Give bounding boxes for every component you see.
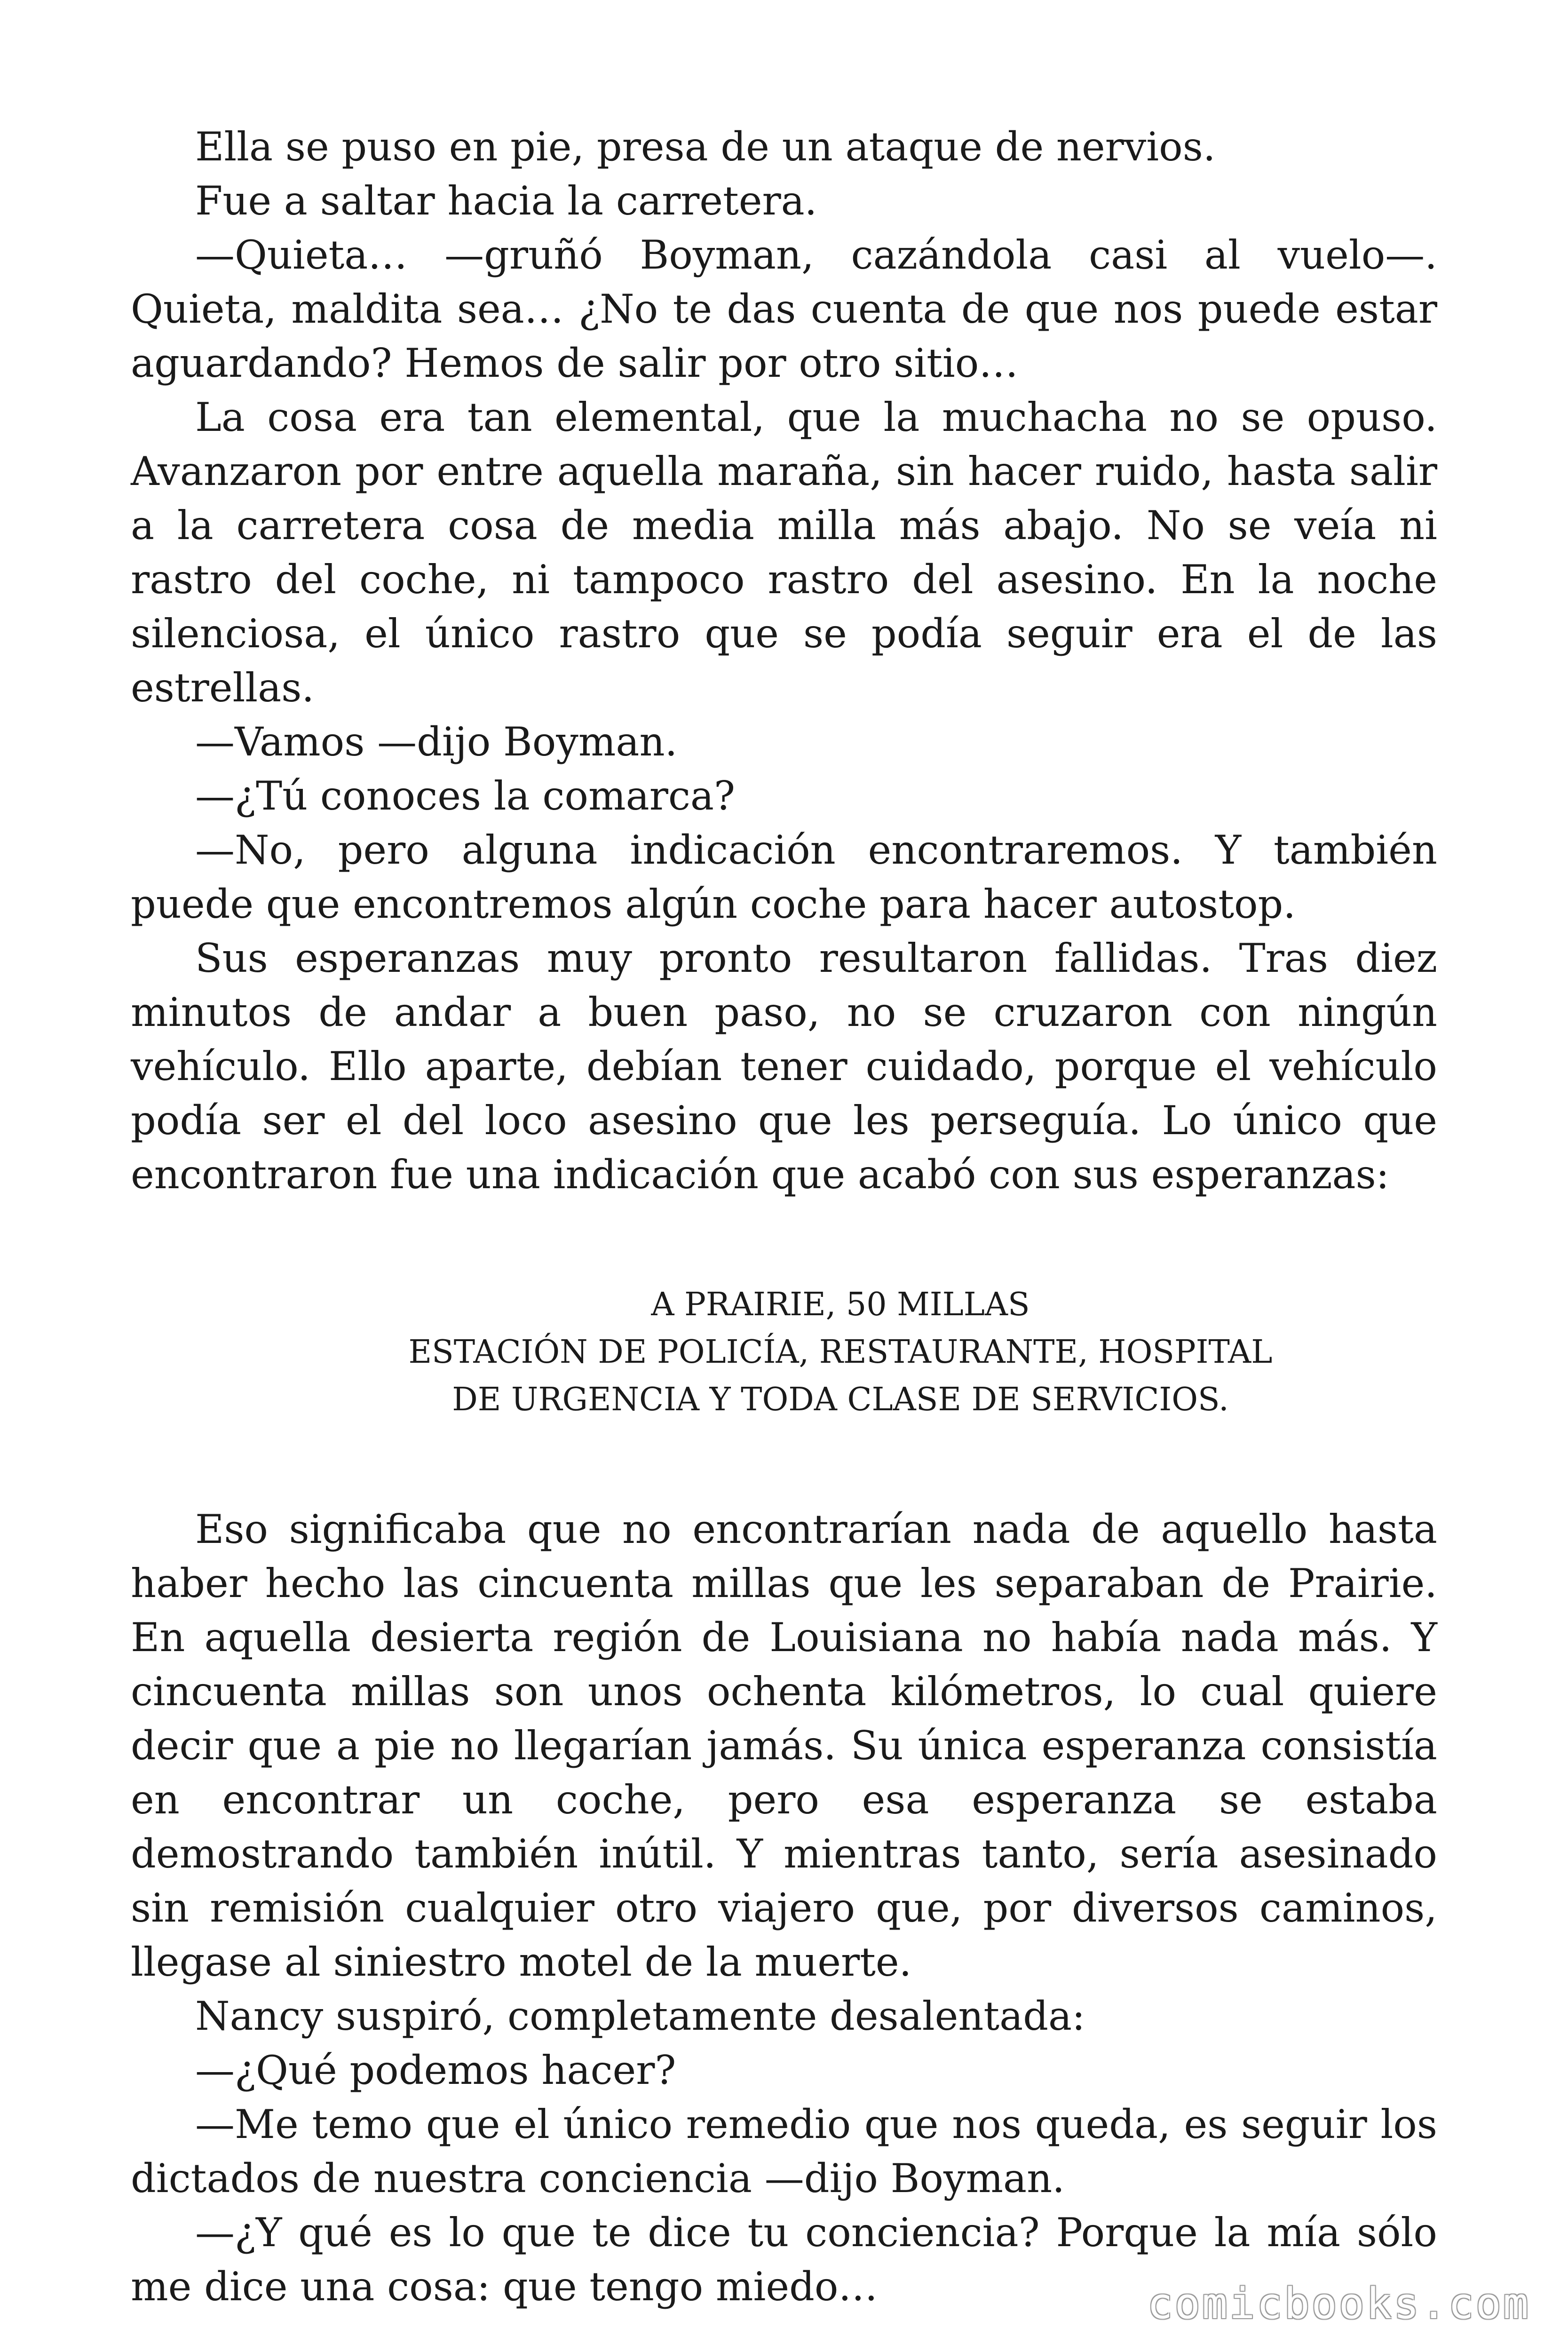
paragraph: Ella se puso en pie, presa de un ataque de nervios. (195, 124, 1216, 170)
paragraph: Nancy suspiró, completamente desalentada: (195, 1993, 1085, 2039)
sign-line: DE URGENCIA Y TODA CLASE DE SERVICIOS. (452, 1381, 1229, 1418)
watermark: comicbooks.com (1147, 2279, 1530, 2328)
paragraph: —Me temo que el único remedio que nos queda, es seguir los dictados de nuestra conciencia —dijo Boyman. (131, 2101, 1437, 2201)
paragraph: Fue a saltar hacia la carretera. (195, 178, 817, 224)
paragraph: —¿Qué podemos hacer? (195, 2047, 676, 2093)
paragraph: —¿Y qué es lo que te dice tu conciencia? Porque la mía sólo me dice una cosa: que tengo miedo… (131, 2209, 1437, 2310)
sign-line: A PRAIRIE, 50 MILLAS (651, 1286, 1030, 1323)
paragraph: La cosa era tan elemental, que la muchacha no se opuso. Avanzaron por entre aquella maraña, sin hacer ruido, hasta salir a la carretera cosa de media milla más abajo. No se veía ni rastro del coche, ni tampoco rastro del asesino. En la noche silenciosa, el único rastro que se podía seguir era el de las estrellas. (131, 394, 1437, 711)
text-block-after (131, 1502, 1437, 2314)
sign-line: ESTACIÓN DE POLICÍA, RESTAURANTE, HOSPITAL (408, 1334, 1273, 1371)
paragraph: Eso significaba que no encontrarían nada de aquello hasta haber hecho las cincuenta millas que les separaban de Prairie. En aquella desierta región de Louisiana no había nada más. Y cincuenta millas son unos ochenta kilómetros, lo cual quiere decir que a pie no llegarían jamás. Su única esperanza consistía en encontrar un coche, pero esa esperanza se estaba demostrando también inútil. Y mientras tanto, sería asesinado sin remisión cualquier otro viajero que, por diversos caminos, llegase al siniestro motel de la muerte. (131, 1506, 1437, 1985)
text-block-before (131, 120, 1437, 1202)
paragraph: Sus esperanzas muy pronto resultaron fallidas. Tras diez minutos de andar a buen paso, no se cruzaron con ningún vehículo. Ello aparte, debían tener cuidado, porque el vehículo podía ser el del loco asesino que les perseguía. Lo único que encontraron fue una indicación que acabó con sus esperanzas: (131, 935, 1437, 1198)
paragraph: —No, pero alguna indicación encontraremos. Y también puede que encontremos algún coche para hacer autostop. (131, 827, 1437, 927)
book-page (131, 120, 1437, 2314)
paragraph: —¿Tú conoces la comarca? (195, 773, 736, 819)
road-sign-text (131, 1281, 1437, 1423)
paragraph: —Vamos —dijo Boyman. (195, 719, 678, 765)
paragraph: —Quieta… —gruñó Boyman, cazándola casi al vuelo—. Quieta, maldita sea… ¿No te das cuenta de que nos puede estar aguardando? Hemos de salir por otro sitio… (131, 232, 1437, 386)
